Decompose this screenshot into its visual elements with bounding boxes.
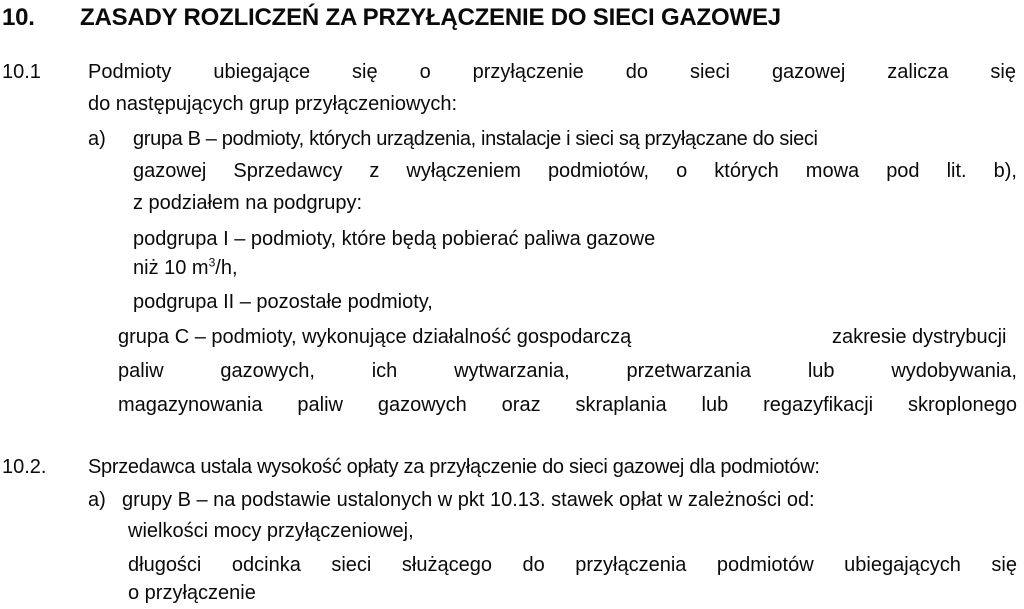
word: gazowych,	[220, 360, 315, 382]
word: Sprzedawcy	[233, 160, 343, 182]
word: magazynowania	[118, 394, 263, 416]
subgroup-1-unit: /h,	[215, 257, 238, 279]
word: wydobywania,	[891, 360, 1017, 382]
group-c-line-3	[118, 393, 1017, 417]
word: ubiegających	[844, 554, 961, 576]
subgroup-2: podgrupa II – pozostałe podmioty,	[133, 291, 433, 313]
word: o	[676, 160, 688, 182]
word: sieci	[689, 61, 730, 83]
word: gazowej	[771, 61, 846, 83]
paragraph-10-2-line-1: Sprzedawca ustala wysokość opłaty za przyłączenie do sieci gazowej dla podmiotów:	[88, 456, 820, 478]
group-c-line-1-right: zakresie dystrybucji	[832, 326, 1007, 348]
word: przetwarzania	[626, 360, 752, 382]
word: się	[991, 554, 1017, 576]
superscript: 3	[208, 255, 216, 270]
word: sieci	[331, 554, 372, 576]
list-marker-a: a)	[88, 128, 106, 150]
word: do	[522, 554, 545, 576]
word: długości	[128, 554, 202, 576]
word: skroplonego	[908, 394, 1017, 416]
group-c-line-1-left: grupa C – podmioty, wykonujące działalność gospodarczą	[118, 326, 632, 348]
word: skraplania	[575, 394, 667, 416]
bullet-1: wielkości mocy przyłączeniowej,	[128, 520, 414, 542]
item-a-line-3: z podziałem na podgrupy:	[133, 192, 363, 214]
word: lit.	[946, 160, 967, 182]
paragraph-number-10-1: 10.1	[2, 61, 41, 83]
word: ubiegające	[213, 61, 311, 83]
word: regazyfikacji	[763, 394, 874, 416]
word: się	[352, 61, 378, 83]
paragraph-10-1-line-2: do następujących grup przyłączeniowych:	[88, 93, 458, 115]
item-a-line-1: grupa B – podmioty, których urządzenia, instalacje i sieci są przyłączane do sieci	[133, 128, 818, 150]
word: mowa	[805, 160, 860, 182]
word: do	[625, 61, 649, 83]
word: z	[369, 160, 380, 182]
word: paliw	[118, 360, 164, 382]
section-number: 10.	[2, 4, 35, 31]
subgroup-1-line-2	[133, 256, 238, 280]
word: których	[714, 160, 779, 182]
word: paliw	[297, 394, 343, 416]
section-title: ZASADY ROZLICZEŃ ZA PRZYŁĄCZENIE DO SIECI GAZOWEJ	[80, 4, 781, 31]
word: b),	[993, 160, 1017, 182]
word: służącego	[401, 554, 492, 576]
word: o	[419, 61, 431, 83]
item-a-line-1: grupy B – na podstawie ustalonych w pkt 10.13. stawek opłat w zależności od:	[122, 489, 815, 511]
subgroup-1-value: niż 10 m	[133, 257, 209, 279]
word: odcinka	[231, 554, 301, 576]
list-marker-a: a)	[88, 489, 106, 511]
word: wytwarzania,	[454, 360, 570, 382]
paragraph-number-10-2: 10.2.	[2, 456, 47, 478]
word: ich	[371, 360, 398, 382]
word: Podmioty	[88, 61, 172, 83]
word: wyłączeniem	[406, 160, 521, 182]
word: podmiotów,	[547, 160, 650, 182]
word: pod	[886, 160, 920, 182]
word: podmiotów	[716, 554, 814, 576]
word: lub	[701, 394, 729, 416]
word: zalicza	[887, 61, 949, 83]
item-a-line-2	[133, 159, 1017, 183]
word: oraz	[501, 394, 541, 416]
subgroup-1-line-1: podgrupa I – podmioty, które będą pobierać paliwa gazowe	[133, 228, 656, 250]
word: przyłączenie	[472, 61, 584, 83]
word: przyłączenia	[575, 554, 687, 576]
word: lub	[807, 360, 835, 382]
word: się	[990, 61, 1016, 83]
paragraph-10-1-line-1	[88, 60, 1016, 84]
group-c-line-2	[118, 359, 1017, 383]
word: gazowej	[133, 160, 207, 182]
bullet-2-line-2: o przyłączenie	[128, 582, 256, 604]
word: gazowych	[377, 394, 467, 416]
bullet-2-line-1	[128, 553, 1017, 577]
